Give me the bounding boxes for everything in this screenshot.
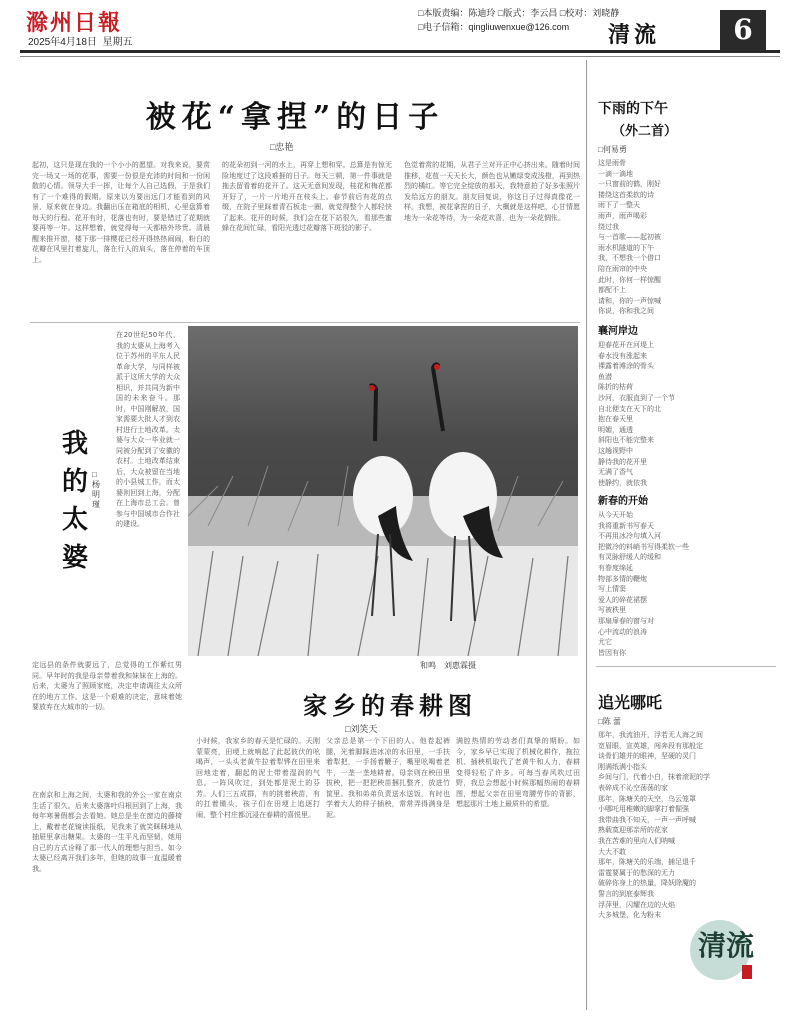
poem-line: 这趟视野中 [598, 446, 633, 455]
poem-xianghe-lines [598, 340, 778, 488]
poem-line: 绕过我 [598, 222, 619, 231]
poem-line: 从今天开始 [598, 511, 633, 519]
poem-line: 谈骨们雄并的眼神，坚硬的灵门 [598, 752, 696, 761]
poem-byline-rain: □何易勇 [598, 145, 627, 154]
editor-info [418, 6, 619, 34]
article-greatgrandma-col1: 在20世纪50年代，我的太婆从上海考入位于苏州的平东人民革命大学，与同样被派于这所大学的大众相识，并共同为新中国的未来奋斗。那时，中国刚解放，国家需要大批人才到农村进行土地改革。太婆与大众一毕业就一同被分配到了安徽的农村。土地改革结束后，大众被留在当地的小县城工作，而太婆则回到上海，分配在上海市总工会。曾参与中国城市合作社的建设。 [116, 331, 180, 528]
poem-line: 自北便支在天下的北 [598, 404, 661, 413]
article-title-farming: 家乡的春耕图 [303, 691, 477, 720]
poem-line: 你说，你和我之间 [598, 307, 654, 316]
section-divider [30, 322, 580, 323]
poem-line: 那年，陈塘关的天空，乌云笼罩 [598, 794, 696, 803]
article-farming-col2: 父亲总是第一个下田的人。他卷起裤腿，光着脚踩进冰凉的水田里，一手扶着犁把，一手扬着鞭子，嘴里吆喝着老牛，一垄一垄地耕着。母亲则在秧田里拔秧，把一把把秧苗捆扎整齐，放进竹筐里。我和弟弟负责送水送饭，有时也学着大人的样子插秧，常常弄得满身是泥。 [326, 737, 450, 819]
poem-line: 小哪吒用稚嫩的脚掌打着倔强 [598, 805, 689, 814]
editor-line: □本版责编：陈迪玲 □版式：李云昌 □校对：刘晓静 [418, 8, 620, 18]
poem-line: 陪在雨帘的中央 [598, 264, 647, 273]
top-rule-thin [20, 56, 780, 57]
poem-line: 熟载寞迎那亲所的花家 [598, 826, 668, 835]
article-title-flowers: 被花“拿捏”的日子 [145, 100, 445, 135]
poem-line: 乡间与门，代着小白，抹着滚泥的学 [598, 773, 710, 782]
poem-line: 迎春花开在河堤上 [598, 341, 654, 349]
poem-line: 宽眉眼，宣英雄，闯奔段有那般定 [598, 741, 703, 750]
poem-line: 使静约，就依我 [598, 478, 647, 487]
poem-line: 雨下了一整天 [598, 201, 640, 210]
article-byline-flowers: □忠艳 [270, 142, 294, 152]
poem-line: 请和，你的一声惊喊 [598, 296, 661, 305]
poem-line: 斜阳也不能完整来 [598, 436, 654, 445]
poem-title-rain: 下雨的下午 [598, 101, 668, 117]
poem-line: 雷霆要属于的愁深的无力 [598, 868, 675, 877]
poem-line: 心中流动的浪涛 [598, 627, 647, 636]
poem-subtitle: （外二首） [612, 124, 678, 139]
article-greatgrandma-col3: 在南京和上海之间，太婆和我的外公一家在南京生活了很久。后来太婆落叶归根回到了上海，我每年寒暑假都会去看她。她总是坐在窗边的藤椅上，戴着老花镜读报纸，见我来了就笑眯眯地从抽屉里拿出糖果。太婆的一生平凡而坚韧，她用自己的方式诠释了那一代人的理想与担当。如今太婆已经离开我们多年，但她的故事一直温暖着我。 [32, 791, 182, 873]
poem-line: 爱人的碎花裙摆 [598, 595, 647, 604]
poem-rain-body [598, 158, 778, 317]
poem-line: 一只窗前的鹤，刚好 [598, 180, 661, 189]
poem-line: 浮萍里，闪耀在边的火焰 [598, 900, 675, 909]
poem-line: 有眷度绵延 [598, 563, 633, 572]
poem-line: 破碎你身上的热量，降妖除魔的 [598, 879, 696, 888]
poem-line: 春水没有涨起来 [598, 351, 647, 360]
poem-line: 静待我的花开里 [598, 457, 647, 466]
photo-caption: 和鸣 刘惠霖摄 [420, 661, 476, 670]
poem-line: 与一首歌——起初被 [598, 233, 661, 242]
poem-line: 搂绕这首柔软的诗 [598, 190, 654, 199]
article-flowers-col3: 色觉着赏的花期，从君子兰对开正中心挤出来。随着时间推移，花苞一天天长大，颜色也从嫩绿变成浅橙，再到热烈的橘红。等它完全绽放的那天，我特意拍了好多张照片发给远方的朋友。朋友回复说，你这日子过得真像花一样。我想，被花拿捏的日子，大概就是这样吧，心甘情愿地为一朵花等待，为一朵花欢喜，也为一朵花惆怅。 [404, 161, 580, 222]
poem-line: 物部多情的鞭炮 [598, 574, 647, 583]
article-greatgrandma-col2: 定远县的条件就要远了，总觉得的工作紫红男同。早年时的我是母亲带着我和妹妹在上海的。后来，太婆为了照顾家庭，决定申请调往太众所在的地方工作。这是一个艰难的决定，意味着她要放弃在大城市的一切。 [32, 661, 182, 711]
article-byline-greatgrandma: □杨明瑾 [92, 470, 100, 509]
poem-line: 把微冷的料峭书写得柔软一些 [598, 542, 689, 551]
poem-line: 大多城堡，化为粉末 [598, 911, 661, 920]
poem-title-nezha: 追光哪吒 [598, 693, 663, 712]
poem-line: 这是雨骨 [598, 159, 626, 167]
weekday-text: 星期五 [102, 37, 133, 48]
poem-heading-xianghe: 襄河岸边 [598, 326, 638, 337]
email-line: □电子信箱：qingliuwenxue@126.com [418, 22, 570, 32]
poem-line: 鱼潜 [598, 372, 612, 381]
poem-line: 皆因有你 [598, 648, 626, 657]
top-rule [20, 50, 780, 53]
poem-line: 那扇扉春的窗与对 [598, 616, 654, 625]
poem-line: 无满了香气 [598, 468, 633, 477]
poem-line: 我在苦难的里向人们呐喊 [598, 836, 675, 845]
poem-nezha-body [598, 730, 778, 921]
poem-line: 写被秩里 [598, 606, 626, 615]
article-byline-farming: □刘笑天 [345, 724, 378, 734]
poem-line: 此时，你何一样惊醒 [598, 275, 661, 284]
article-flowers-col1: 起初，这只是现在我的一个小小的愿望。对我来说，要赏完一场又一场的花事，需要一份很是充沛的时间和一份闲散的心情。领导大手一挥，让每个人自己选假，于是我们有了一个难得的假期。原来以为要出远门才能看到的风景，原来就在身边。我翻出压在箱底的相机，心里盘算着每天的行程。花开有时，花落也有时，要是错过了花期就要再等一年。这样想着，就觉得每一天都格外珍贵。清晨醒来推开窗，楼下那一排樱花已经开得热热闹闹，粉白的花瓣在风里打着旋儿，落在行人的肩头，落在停着的车顶上。 [32, 161, 210, 264]
poem-line: 一滴一滴地 [598, 169, 633, 178]
poem-line: 那年，陈塘关的乐端，捕足退千 [598, 858, 696, 867]
poem-line: 陈折的枯荷 [598, 383, 633, 392]
date-text: 2025年4月18日 [28, 37, 97, 48]
article-farming-col3: 满腔热情的劳动者们真挚的期盼。如今，家乡早已实现了机械化耕作，拖拉机、插秧机取代了老黄牛和人力，春耕变得轻松了许多。可每当春风吹过田野，我总会想起小时候那幅热闹的春耕图，想起父亲在田里弯腰劳作的背影，想起那片土地上最质朴的希望。 [456, 737, 580, 808]
poem-line: 那年，我流油开，浮若无人海之间 [598, 731, 703, 739]
article-title-greatgrandma: 我的太婆 [61, 429, 88, 573]
poem-newspring-body [598, 510, 778, 658]
issue-date [28, 33, 133, 48]
masthead-logo: 滁州日報 [26, 10, 123, 36]
poem-line: 我，不想我一个借口 [598, 254, 661, 263]
poem-rain-lines [598, 158, 778, 317]
poem-line: 裸露着滩涂的骨头 [598, 362, 654, 371]
poem-line: 不再用冰冷句填入河 [598, 532, 661, 541]
poem-line: 都配不上 [598, 286, 626, 295]
poem-line: 刚满纸满小指头 [598, 762, 647, 771]
article-flowers-col2: 的花朵初到一河的水上，再穿上想和穿。总算是有惊无险地度过了这段难捱的日子。每天三顿，第一件事就是拖去留看着的花开了。这天无意间发现，桂花和梅花都开好了，一片一片地开在枝头上。春节前后有花的点缀，在院子里踩着青石板走一圈，就觉得整个人都轻快了起来。花开的时候，我们会在花下站很久，看那些蜜蜂在花间忙碌，看阳光透过花瓣落下斑驳的影子。 [222, 161, 392, 232]
poem-heading-newspring: 新春的开始 [598, 496, 648, 507]
poem-line: 我将重新书写春天 [598, 521, 654, 530]
calligraphy-char: 清流 [698, 929, 755, 962]
poem-line: 雨水机隧道的下午 [598, 243, 654, 252]
poem-newspring-lines [598, 510, 778, 658]
poem-line: 誓言的到底泰辉我 [598, 889, 654, 898]
article-farming-col1: 小时候，我家乡的春天是忙碌的。天刚蒙蒙亮，田埂上就响起了此起彼伏的吆喝声，一头头老黄牛拉着犁铧在田里来回地走着，翻起的泥土带着湿润的气息。一阵风吹过，到处都是泥土的芬芳。人们三五成群，有的挑着秧苗，有的扛着锄头，孩子们在田埂上追逐打闹，整个村庄都沉浸在春耕的喜悦里。 [196, 737, 320, 819]
poem-line: 尤它 [598, 638, 612, 647]
page-number: 6 [720, 10, 766, 50]
poem-line: 抱在春天里 [598, 415, 633, 424]
crane-photo-image [188, 326, 578, 656]
poem-line: 表碎成不沁空荡荡的家 [598, 783, 668, 792]
poem-xianghe-body [598, 340, 778, 488]
poem-nezha-lines [598, 730, 778, 921]
section-name: 清流 [608, 22, 661, 48]
calligraphy-image [690, 905, 760, 995]
poem-line: 我带曲我不知天，一声一声呼喊 [598, 815, 696, 824]
poem-line: 写上情窦 [598, 585, 626, 594]
poem-line: 沙河，衣服直到了一个节 [598, 393, 675, 402]
calligraphy-seal [690, 905, 760, 995]
poem-line: 明媚，通透 [598, 425, 633, 434]
poem-line: 有灵脉舒缓人的缓和 [598, 553, 661, 562]
poem-divider [596, 666, 776, 667]
column-divider [586, 60, 587, 1010]
poem-line: 大大不敢 [598, 847, 626, 856]
poem-byline-nezha: □陈 蕾 [598, 717, 622, 726]
poem-line: 雨声，雨声喝彩 [598, 211, 647, 220]
crane-photo [188, 326, 578, 656]
